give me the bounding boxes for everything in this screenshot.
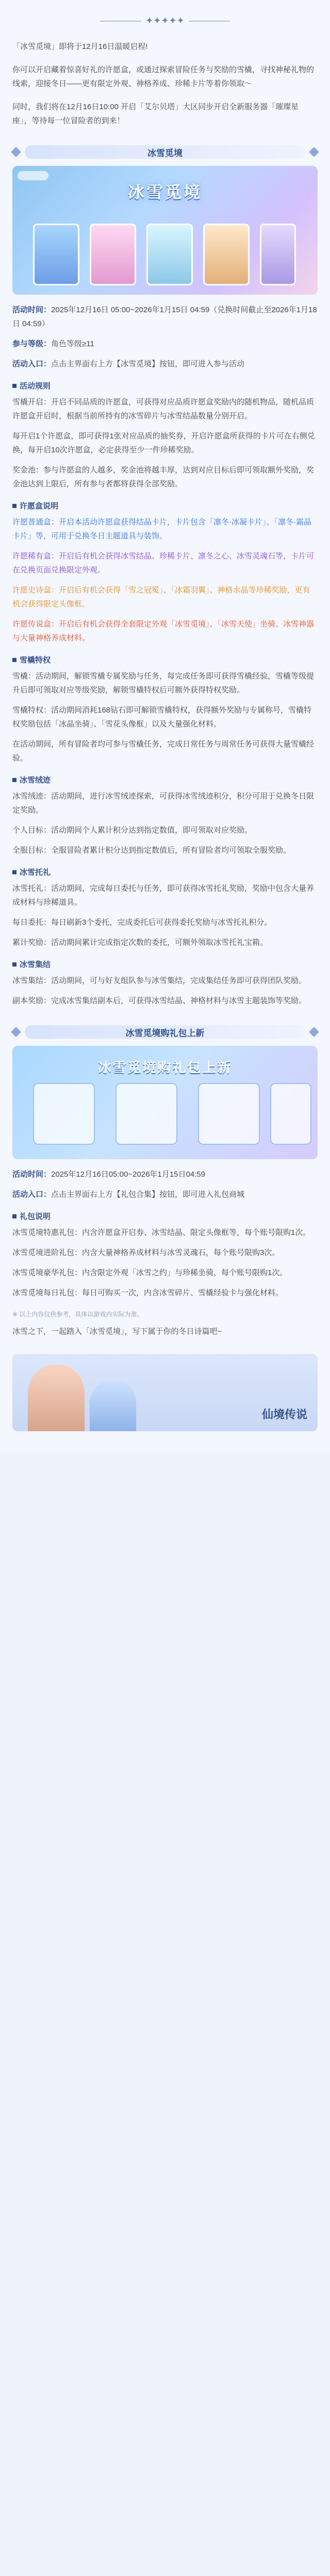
gather-paragraph-2: 副本奖励：完成冰雪集结副本后，可获得冰雪结晶、神格材料与冰雪主题装饰等奖励。 (12, 996, 307, 1005)
character-card (90, 224, 136, 285)
diamond-icon (11, 147, 21, 157)
section-title-gift-packs (12, 1025, 318, 1039)
gift-pack-card (270, 1083, 311, 1145)
banner-corner-badge (18, 171, 48, 180)
pack-4: 冰雪觅境每日礼包：每日可购买一次，内含冰雪碎片、雪橇经验卡与强化材料。 (12, 1289, 284, 1297)
event-entry: 活动入口：点击主界面右上方【冰雪觅境】按钮，即可进入参与活动 (12, 360, 245, 368)
square-bullet-icon (12, 504, 16, 508)
rule-3: 奖金池：参与许愿盒的人越多，奖金池将越丰厚，达到对应目标后即可领取额外奖励，奖金池达到上限后，所有参与者都将获得全部奖励。 (12, 466, 315, 488)
square-bullet-icon (12, 870, 16, 874)
sled-paragraph-1: 雪橇：活动期间，解锁雪橇专属奖励与任务，每完成任务即可获得雪橇经验，雪橇等级提升后即可领取对应等级奖励，解锁雪橇特权后可额外获得特权奖励。 (12, 672, 315, 694)
box-rare: 许愿稀有盒：开启后有机会获得冰雪结晶、珍稀卡片、凛冬之心、冰雪灵魂石等，卡片可在兑换页面兑换限定外观。 (12, 552, 315, 574)
section-title-text: 冰雪觅境购礼包上新 (125, 1028, 205, 1038)
gather-heading: 冰雪集结 (12, 959, 318, 970)
sparkle-icon: ✦✦✦✦✦ (145, 15, 185, 26)
box-epic: 许愿史诗盒：开启后有机会获得「雪之冠冕」、「冰霜羽翼」、神格水晶等珍稀奖励，更有机会获得限定头像框。 (12, 586, 310, 608)
character-card (203, 224, 250, 285)
square-bullet-icon (12, 384, 16, 388)
trail-paragraph-3: 全服目标：全服冒险者累计积分达到指定数值后，所有冒险者均可领取全服奖励。 (12, 846, 291, 855)
trail-paragraph-2: 个人目标：活动期间个人累计积分达到指定数值，即可领取对应奖励。 (12, 826, 253, 835)
banner-title-art: 冰雪觅境 (127, 183, 203, 201)
square-bullet-icon (12, 962, 16, 967)
event-banner-image (12, 166, 318, 295)
intro-paragraph-3: 同时，我们将在12月16日10:00 开启「艾尔贝塔」大区同步开启全新服务器「璀璨星座」，等待每一位冒险者的到来！ (12, 103, 299, 125)
pack-time: 活动时间：2025年12月16日05:00~2026年1月15日04:59 (12, 1170, 205, 1179)
gift-pack-banner-image (12, 1046, 318, 1159)
diamond-icon (11, 1027, 21, 1037)
box-legendary: 许愿传说盒：开启后有机会获得全套限定外观「冰雪觅境」、「冰雪天使」坐骑、冰雪神器与大量神格养成材料。 (12, 620, 315, 642)
rule-1: 雪橇开启：开启不同品质的许愿盒，可获得对应品质许愿盒奖励内的随机物品，随机品质许愿盒开启时，根据当前所持有的冰雪碎片与冰雪结晶数量分别开启。 (12, 398, 315, 420)
gift-pack-card (33, 1083, 95, 1145)
square-bullet-icon (12, 1214, 16, 1218)
character-card (33, 224, 79, 285)
event-level: 参与等级：角色等级≥11 (12, 340, 94, 348)
sled-paragraph-2: 雪橇特权：活动期间消耗168钻石即可解锁雪橇特权，获得额外奖励与专属称号，雪橇特权奖励包括「冰晶坐骑」、「雪花头像框」以及大量强化材料。 (12, 706, 312, 728)
square-bullet-icon (12, 778, 16, 782)
pack-3: 冰雪觅境豪华礼包：内含限定外观「冰雪之约」与珍稀坐骑，每个账号限购1次。 (12, 1268, 288, 1277)
pack-rules-heading: 礼包说明 (12, 1211, 318, 1222)
banner-title-art: 冰雪觅境购礼包上新 (97, 1060, 233, 1075)
sled-paragraph-3: 在活动期间，所有冒险者均可参与雪橇任务，完成日常任务与周常任务可获得大量雪橇经验。 (12, 740, 315, 762)
rule-2: 每开启1个许愿盒，即可获得1张对应品质的抽奖券，开启许愿盒所获得的卡片可在右侧兑换，每开启10次许愿盒，必定获得至少一件珍稀奖励。 (12, 432, 315, 454)
entrust-paragraph-2: 每日委托：每日刷新3个委托，完成委托后可获得委托奖励与冰雪托礼积分。 (12, 918, 272, 927)
footer-image (12, 1354, 318, 1431)
gather-paragraph-1: 冰雪集结：活动期间，可与好友组队参与冰雪集结，完成集结任务即可获得团队奖励。 (12, 976, 307, 985)
sled-heading: 雪橇特权 (12, 654, 318, 665)
box-common: 许愿普通盒：开启本活动许愿盒获得结晶卡片，卡片包含「凛冬·冰凝卡片」、「凛冬·霜晶卡片」等，可用于兑换冬日主题道具与装饰。 (12, 518, 311, 540)
entrust-paragraph-1: 冰雪托礼：活动期间，完成每日委托与任务，即可获得冰雪托礼奖励，奖励中包含大量养成材料与珍稀道具。 (12, 884, 315, 907)
deco-line-right (189, 21, 230, 22)
game-logo: 仙境传说 (261, 1408, 307, 1421)
pack-entry: 活动入口：点击主界面右上方【礼包合集】按钮，即可进入礼包商城 (12, 1190, 245, 1199)
entrust-heading: 冰雪托礼 (12, 867, 318, 877)
gift-pack-card (116, 1083, 177, 1145)
pack-1: 冰雪觅境特惠礼包：内含许愿盒开启券、冰雪结晶、限定头像框等，每个账号限购1次。 (12, 1228, 311, 1237)
footnote: ※ 以上内容仅供参考，具体以游戏内实际为准。 (12, 1311, 143, 1318)
character-illustration (90, 1380, 136, 1431)
intro-paragraph-2: 你可以开启藏着惊喜好礼的许愿盒，或通过探索冒险任务与奖励的雪橇，寻找神秘礼物的线索，迎接冬日——更有限定外观、神格养成、珍稀卡片等着你领取～ (12, 65, 315, 88)
trail-paragraph-1: 冰雪绒迹：活动期间，进行冰雪绒迹探索，可获得冰雪绒迹积分，积分可用于兑换冬日限定奖励。 (12, 792, 315, 815)
intro-paragraph-1: 「冰雪觅境」即将于12月16日温暖启程! (12, 42, 148, 51)
header-decoration (12, 15, 318, 26)
event-time: 活动时间：2025年12月16日 05:00~2026年1月15日 04:59（兑换时间截止至2026年1月18日 04:59） (12, 306, 317, 328)
deco-line-left (100, 21, 141, 22)
diamond-icon (309, 147, 319, 157)
character-card (260, 224, 296, 285)
section-title-snow-realm (12, 145, 318, 159)
character-illustration (28, 1364, 85, 1431)
boxes-heading: 许愿盒说明 (12, 500, 318, 511)
section-title-text: 冰雪觅境 (147, 148, 183, 158)
trail-heading: 冰雪绒迹 (12, 774, 318, 785)
pack-2: 冰雪觅境进阶礼包：内含大量神格养成材料与冰雪灵魂石，每个账号限购3次。 (12, 1248, 280, 1257)
rules-heading: 活动规则 (12, 380, 318, 391)
gift-pack-card (198, 1083, 260, 1145)
square-bullet-icon (12, 658, 16, 662)
entrust-paragraph-3: 累计奖励：活动期间累计完成指定次数的委托，可额外领取冰雪托礼宝箱。 (12, 938, 268, 947)
character-card (146, 224, 193, 285)
outro-paragraph: 冰雪之下，一起踏入「冰雪觅境」，写下属于你的冬日诗篇吧~ (12, 1327, 222, 1336)
diamond-icon (309, 1027, 319, 1037)
